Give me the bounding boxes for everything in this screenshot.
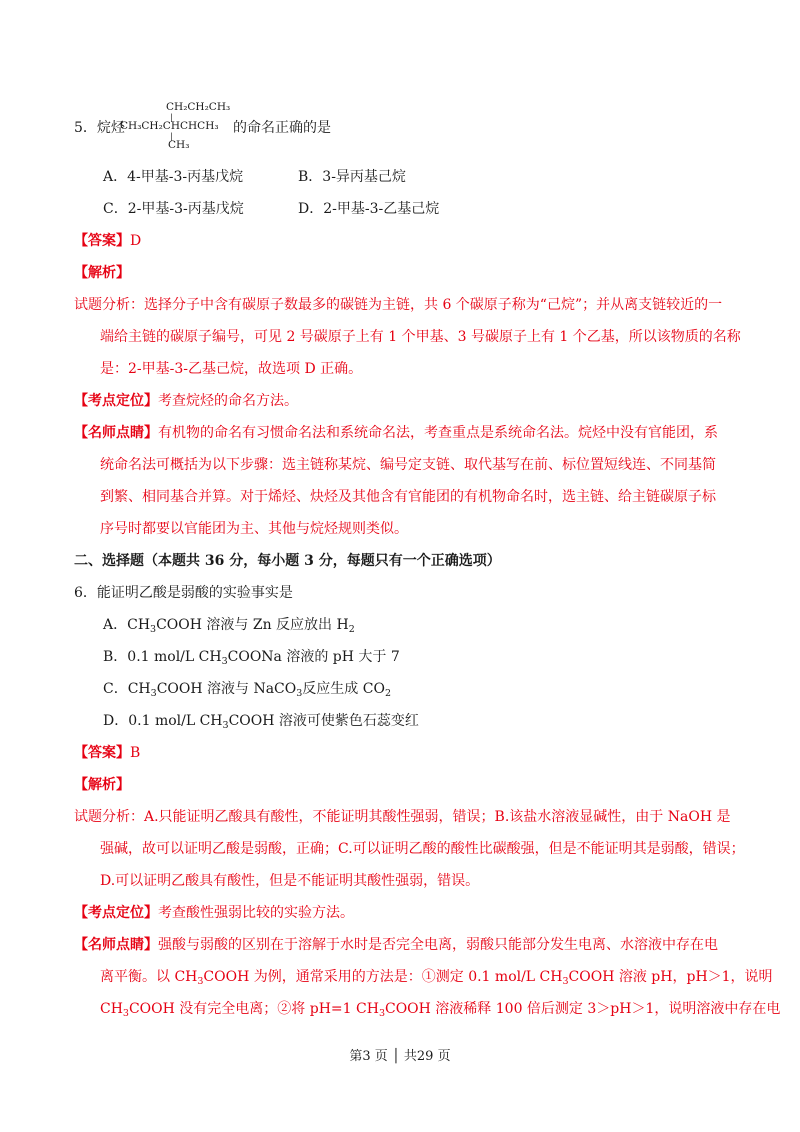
q5-stem <box>74 119 125 137</box>
q5-knowledge-point <box>74 392 298 410</box>
q5-answer-value: D <box>130 233 142 249</box>
q6-option-c: C．$CH_3COOH$ 溶液与 NaCO$_3$反应生成 $CO_2$ <box>103 681 391 699</box>
q6-answer-value: B <box>130 745 141 761</box>
q6-analysis-line-1: 试题分析：A.只能证明乙酸具有酸性，不能证明其酸性强弱，错误；B.该盐水溶液显碱性，由于 NaOH 是 <box>74 809 731 825</box>
q6-answer <box>74 744 140 762</box>
q5-option-d: D．2-甲基-3-乙基己烷 <box>298 201 440 217</box>
q5-option-c: C．2-甲基-3-丙基戊烷 <box>103 201 244 217</box>
q5-structure-top-chain: CH₂CH₂CH₃ <box>166 101 231 113</box>
q5-analysis-label: 【解析】 <box>74 265 130 281</box>
q5-structure-bottom-methyl: CH₃ <box>168 139 190 151</box>
q6-analysis-label: 【解析】 <box>74 777 130 793</box>
q5-analysis-line-3: 是：2-甲基-3-乙基己烷，故选项 D 正确。 <box>100 361 363 377</box>
q6-stem: 6．能证明乙酸是弱酸的实验事实是 <box>74 585 293 601</box>
q5-stem-suffix: 的命名正确的是 <box>233 120 331 136</box>
q5-number: 5． <box>74 120 97 136</box>
q5-tip-line-1 <box>74 424 718 442</box>
page-footer: 第3 页 │ 共29 页 <box>349 1049 451 1064</box>
q5-analysis-line-1: 试题分析：选择分子中含有碳原子数最多的碳链为主链，共 6 个碳原子称为“己烷”；并从离支链较近的一 <box>74 297 723 313</box>
q6-kp-text: 考查酸性强弱比较的实验方法。 <box>158 905 354 921</box>
q6-option-a: A．$CH_3COOH$ 溶液与 Zn 反应放出 $H_2$ <box>103 617 355 635</box>
section-heading: 二、选择题（本题共 36 分，每小题 3 分，每题只有一个正确选项） <box>74 553 501 569</box>
q5-kp-text: 考查烷烃的命名方法。 <box>158 393 298 409</box>
q6-tip-line-3: $CH_3COOH$ 没有完全电离；②将 pH=1 $CH_3COOH$ 溶液稀释 100 倍后测定 3＞pH＞1，说明溶液中存在电 <box>100 1001 781 1019</box>
q6-knowledge-point <box>74 904 354 922</box>
q5-structure <box>120 102 230 150</box>
q6-option-d: D．0.1 mol/L $CH_3COOH$ 溶液可使紫色石蕊变红 <box>103 713 419 731</box>
q6-tip-text-1: 强酸与弱酸的区别在于溶解于水时是否完全电离，弱酸只能部分发生电离、水溶液中存在电 <box>158 937 718 953</box>
q6-analysis-line-2: 强碱，故可以证明乙酸是弱酸，正确；C.可以证明乙酸的酸性比碳酸强，但是不能证明其是弱酸，错误； <box>100 841 745 857</box>
q6-tip-line-1 <box>74 936 718 954</box>
q5-option-a: A．4-甲基-3-丙基戊烷 <box>103 169 244 185</box>
q5-option-b: B．3-异丙基己烷 <box>298 169 406 185</box>
q6-analysis-line-3: D.可以证明乙酸具有酸性，但是不能证明其酸性强弱，错误。 <box>100 873 480 889</box>
q5-tip-line-4: 序号时都要以官能团为主、其他与烷烃规则类似。 <box>100 521 408 537</box>
q5-kp-label: 【考点定位】 <box>74 393 158 409</box>
q6-option-b: B．0.1 mol/L $CH_3COONa$ 溶液的 pH 大于 7 <box>103 649 400 667</box>
q5-tip-line-3: 到繁、相同基合并算。对于烯烃、炔烃及其他含有官能团的有机物命名时，选主链、给主链碳原子标 <box>100 489 716 505</box>
q5-tip-text-1: 有机物的命名有习惯命名法和系统命名法，考查重点是系统命名法。烷烃中没有官能团，系 <box>158 425 718 441</box>
q5-structure-bond-top: | <box>170 113 173 122</box>
q5-analysis-line-2: 端给主链的碳原子编号，可见 2 号碳原子上有 1 个甲基、3 号碳原子上有 1 个乙基，所以该物质的名称 <box>100 329 741 345</box>
q5-stem-prefix: 烷烃 <box>96 120 125 136</box>
q6-tip-line-2: 离平衡。以 $CH_3COOH$ 为例，通常采用的方法是：①测定 0.1 mol/L $CH_3COOH$ 溶液 pH，pH＞1，说明 <box>100 969 773 987</box>
q5-tip-line-2: 统命名法可概括为以下步骤：选主链称某烷、编号定支链、取代基写在前、标位置短线连、不同基简 <box>100 457 716 473</box>
q5-structure-main-chain: CH₃CH₂CHCHCH₃ <box>120 120 219 132</box>
q6-answer-label: 【答案】 <box>74 745 130 761</box>
q5-answer <box>74 232 141 250</box>
q6-tip-label: 【名师点睛】 <box>74 937 158 953</box>
q5-structure-bond-bottom: | <box>170 132 173 141</box>
q5-answer-label: 【答案】 <box>74 233 130 249</box>
q6-kp-label: 【考点定位】 <box>74 905 158 921</box>
q5-tip-label: 【名师点睛】 <box>74 425 158 441</box>
